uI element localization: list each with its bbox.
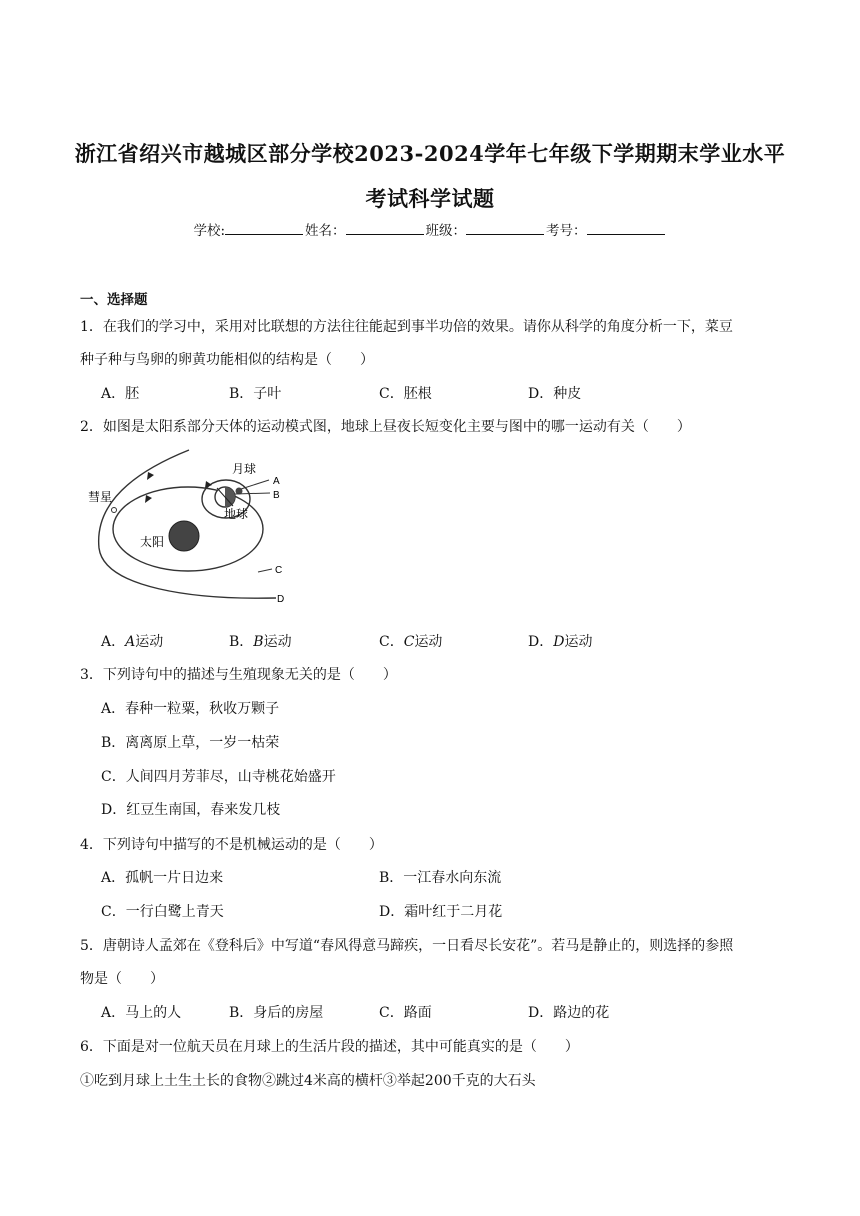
q3-option-a[interactable]: A．春种一粒粟，秋收万颗子 [101, 701, 280, 717]
q2-option-b-suffix: 运动 [263, 634, 292, 650]
q2-option-d[interactable] [528, 631, 592, 651]
q4-option-c[interactable]: C．一行白鹭上青天 [101, 904, 224, 920]
page-title-line1: 浙江省绍兴市越城区部分学校2023-2024学年七年级下学期期末学业水平 [74, 141, 786, 166]
q2-option-a-suffix: 运动 [135, 634, 164, 650]
question-1-line2: 种子种与鸟卵的卵黄功能相似的结构是（ ） [80, 352, 374, 368]
question-6-line2: ①吃到月球上土生土长的食物②跳过4米高的横杆③举起200千克的大石头 [80, 1073, 536, 1089]
sun-icon [169, 521, 199, 551]
question-5-line1: 5．唐朝诗人孟郊在《登科后》中写道“春风得意马蹄疾，一日看尽长安花”。若马是静止的，则选择的参照 [80, 938, 734, 954]
comet-icon [112, 508, 117, 513]
q1-option-c[interactable]: C．胚根 [379, 386, 432, 402]
earth-night-side-icon [225, 487, 235, 507]
page-title-line2: 考试科学试题 [365, 186, 495, 211]
name-blank[interactable] [346, 220, 424, 235]
q5-option-a[interactable]: A．马上的人 [101, 1005, 182, 1021]
arrow-c-icon [145, 495, 152, 503]
q4-option-d[interactable]: D．霜叶红于二月花 [379, 904, 503, 920]
moon-label: 月球 [232, 462, 257, 476]
question-6-line1: 6．下面是对一位航天员在月球上的生活片段的描述，其中可能真实的是（ ） [80, 1039, 579, 1055]
leader-line-c [258, 569, 272, 572]
q3-option-d[interactable]: D．红豆生南国，春来发几枝 [101, 802, 281, 818]
section-title: 一、选择题 [80, 292, 148, 308]
name-label: 姓名： [305, 223, 346, 239]
label-a: A [273, 476, 280, 487]
arrow-moon-icon [205, 481, 212, 488]
arrow-d-icon [147, 472, 154, 480]
q4-option-b[interactable]: B．一江春水向东流 [379, 870, 502, 886]
question-1-line1: 1．在我们的学习中，采用对比联想的方法往往能起到事半功倍的效果。请你从科学的角度分析一下，菜豆 [80, 319, 733, 335]
q2-option-b[interactable] [229, 631, 292, 651]
school-blank[interactable] [225, 220, 303, 235]
question-2-line1: 2．如图是太阳系部分天体的运动模式图，地球上昼夜长短变化主要与图中的哪一运动有关（ ） [80, 419, 691, 435]
q2-option-c[interactable] [379, 631, 442, 651]
question-3-line1: 3．下列诗句中的描述与生殖现象无关的是（ ） [80, 667, 397, 683]
q2-option-d-prefix: D． [528, 634, 554, 650]
label-d: D [277, 594, 285, 605]
q4-option-a[interactable]: A．孤帆一片日边来 [101, 870, 224, 886]
id-label: 考号： [546, 223, 587, 239]
school-label: 学校: [193, 223, 226, 239]
q2-option-a-prefix: A． [101, 634, 126, 650]
q1-option-d[interactable]: D．种皮 [528, 386, 582, 402]
q3-option-c[interactable]: C．人间四月芳菲尽，山寺桃花始盛开 [101, 769, 336, 785]
q2-option-a[interactable] [101, 631, 163, 651]
question-4-line1: 4．下列诗句中描写的不是机械运动的是（ ） [80, 837, 383, 853]
sun-label: 太阳 [140, 535, 165, 549]
comet-label: 彗星 [88, 490, 113, 504]
q2-option-d-letter: D [553, 634, 565, 650]
q3-option-b[interactable]: B．离离原上草，一岁一枯荣 [101, 735, 280, 751]
q1-option-a[interactable]: A．胚 [101, 386, 140, 402]
class-blank[interactable] [466, 220, 544, 235]
q2-option-c-suffix: 运动 [414, 634, 443, 650]
id-blank[interactable] [587, 220, 665, 235]
class-label: 班级： [425, 223, 467, 239]
leader-line-a [241, 480, 269, 489]
q2-option-b-prefix: B． [229, 634, 254, 650]
q2-option-d-suffix: 运动 [564, 634, 593, 650]
q5-option-b[interactable]: B．身后的房屋 [229, 1005, 324, 1021]
q5-option-d[interactable]: D．路边的花 [528, 1005, 610, 1021]
solar-system-diagram [84, 448, 304, 614]
label-c: C [275, 565, 283, 576]
label-b: B [273, 490, 280, 501]
q1-option-b[interactable]: B．子叶 [229, 386, 282, 402]
q2-option-a-letter: A [125, 634, 136, 650]
q2-option-c-letter: C [403, 634, 415, 650]
student-info-fields [0, 219, 860, 239]
question-5-line2: 物是（ ） [80, 971, 164, 987]
q2-option-c-prefix: C． [379, 634, 404, 650]
q2-option-b-letter: B [253, 634, 264, 650]
q5-option-c[interactable]: C．路面 [379, 1005, 432, 1021]
earth-label: 地球 [224, 507, 249, 521]
